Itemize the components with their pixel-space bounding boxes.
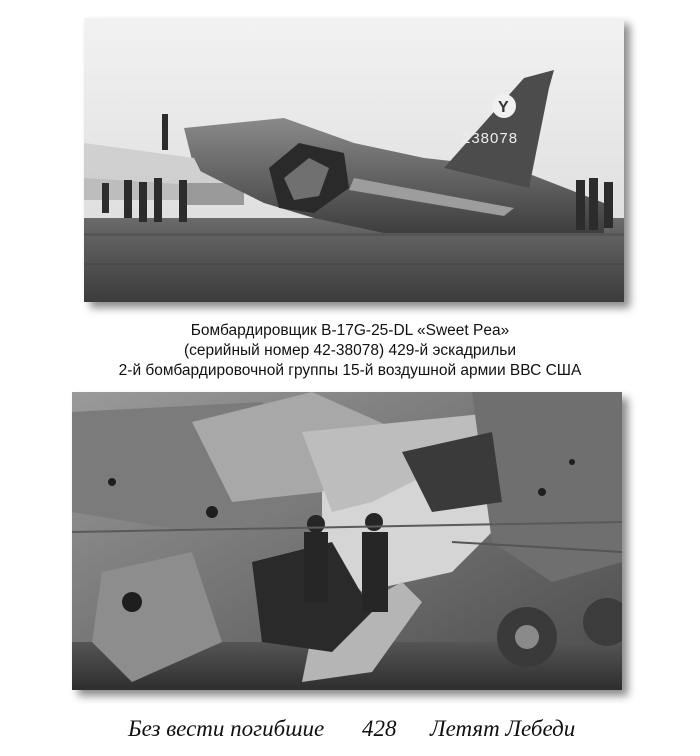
photo-crashed-bomber — [84, 18, 624, 302]
tail-letter: Y — [498, 99, 509, 116]
caption-line-2: (серийный номер 42-38078) 429-й эскадрильи — [184, 342, 516, 359]
footer-book-title: Летят Лебеди — [430, 716, 576, 741]
tail-number: 238078 — [462, 130, 519, 147]
page-number: 428 — [362, 716, 397, 741]
page-footer — [0, 716, 700, 746]
photo-damage-closeup — [72, 392, 622, 690]
caption-line-3: 2-й бомбардировочной группы 15-й воздушной армии ВВС США — [118, 362, 582, 379]
caption-line-1: Бомбардировщик B-17G-25-DL «Sweet Pea» — [190, 322, 510, 339]
footer-book-section: Без вести погибшие — [128, 716, 325, 741]
